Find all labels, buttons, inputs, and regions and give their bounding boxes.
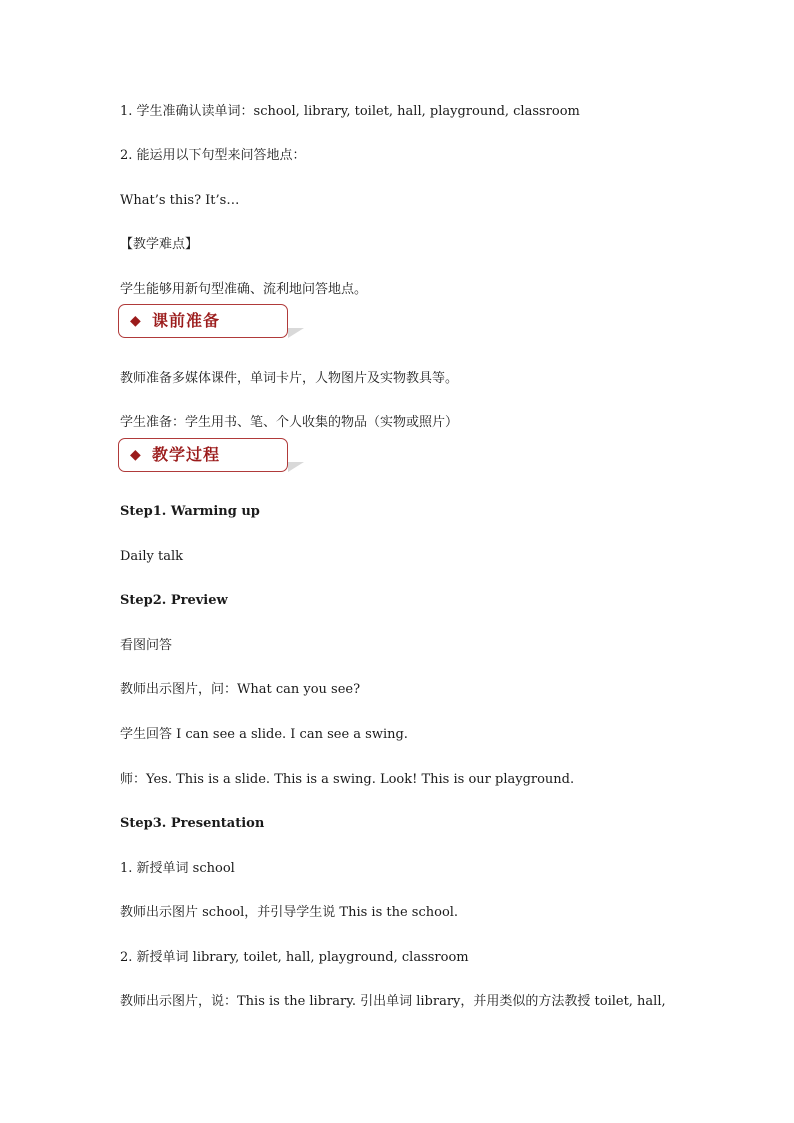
student-preparation: 学生准备：学生用书、笔、个人收集的物品（实物或照片） xyxy=(120,415,459,430)
step1-heading: Step1. Warming up xyxy=(120,504,260,519)
step3-item-2: 2. 新授单词 library, toilet, hall, playground, classroom xyxy=(120,950,469,965)
diamond-icon: ◆ xyxy=(130,447,141,463)
step2-teacher-question: 教师出示图片，问：What can you see? xyxy=(120,682,361,697)
difficulty-heading: 【教学难点】 xyxy=(120,237,199,252)
section-title-preparation: 课前准备 xyxy=(152,311,221,330)
step2-activity: 看图问答 xyxy=(120,638,173,653)
teacher-preparation: 教师准备多媒体课件，单词卡片，人物图片及实物教具等。 xyxy=(120,371,459,386)
difficulty-text: 学生能够用新句型准确、流利地问答地点。 xyxy=(120,282,368,297)
section-title-process: 教学过程 xyxy=(152,445,221,464)
step3-item-1-text: 教师出示图片 school，并引导学生说 This is the school. xyxy=(120,905,459,920)
step3-item-2-text: 教师出示图片，说：This is the library. 引出单词 library，并用类似的方法教授 toilet, hall, xyxy=(120,994,666,1009)
sentence-pattern: What’s this? It’s… xyxy=(120,193,240,208)
objective-item-1: 1. 学生准确认读单词：school, library, toilet, hall, playground, classroom xyxy=(120,104,580,119)
step3-item-1: 1. 新授单词 school xyxy=(120,861,235,876)
step1-text: Daily talk xyxy=(120,549,183,564)
diamond-icon: ◆ xyxy=(130,313,141,329)
step2-heading: Step2. Preview xyxy=(120,593,228,608)
section-header-shadow xyxy=(288,328,304,338)
step2-teacher-response: 师：Yes. This is a slide. This is a swing. Look! This is our playground. xyxy=(120,772,575,787)
section-header-shadow xyxy=(288,462,304,472)
objective-item-2: 2. 能运用以下句型来问答地点： xyxy=(120,148,306,163)
section-header-preparation xyxy=(118,304,288,338)
section-header-process xyxy=(118,438,288,472)
step2-student-answer: 学生回答 I can see a slide. I can see a swing. xyxy=(120,727,408,742)
step3-heading: Step3. Presentation xyxy=(120,816,265,831)
